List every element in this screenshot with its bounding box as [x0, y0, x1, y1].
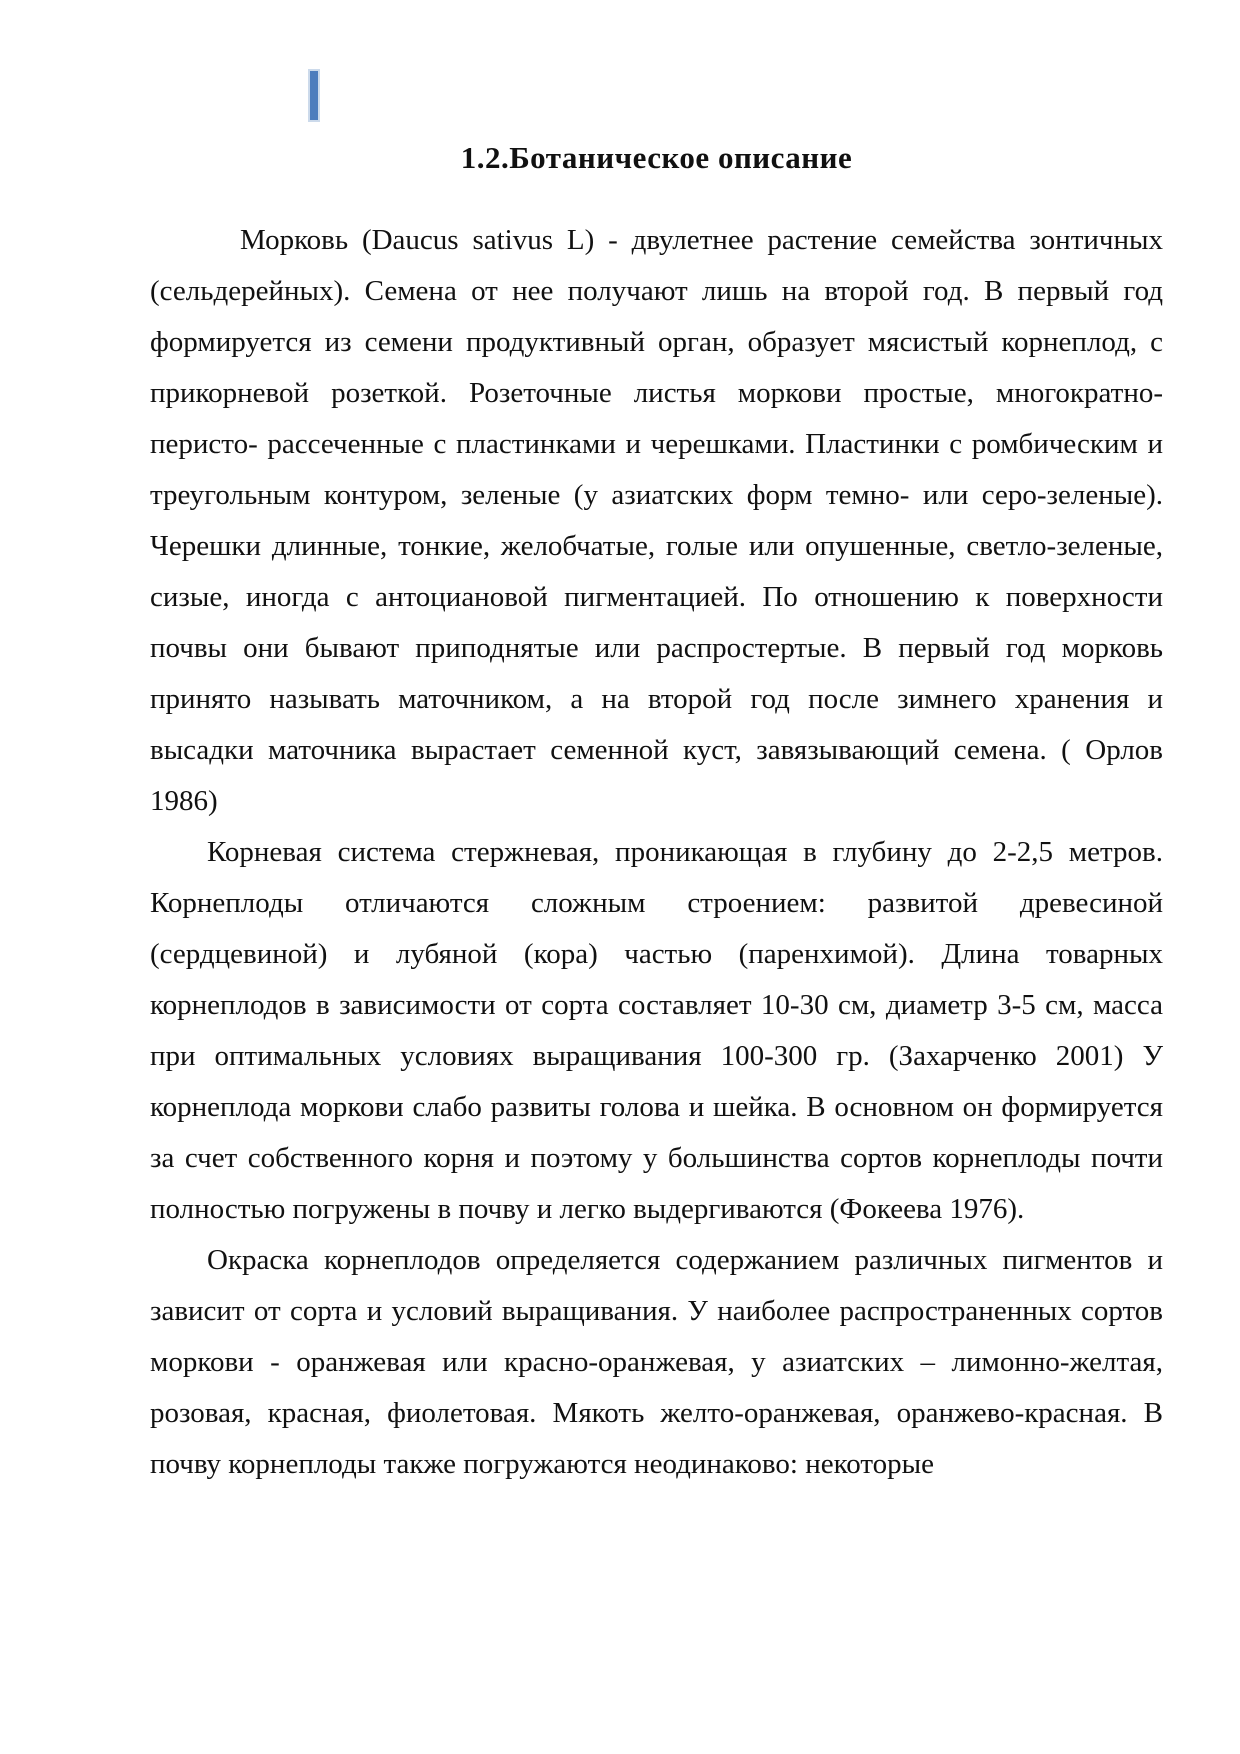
body-paragraph-2: Корневая система стержневая, проникающая в глубину до 2-2,5 метров. Корнеплоды отличаются сложным строением: развитой древесиной (сердцевиной) и лубяной (кора) частью (паренхимой). Длина товарных корнеплодов в зависимости от сорта составляет 10-30 см, диаметр 3-5 см, масса при оптимальных условиях выращивания 100-300 гр. (Захарченко 2001) У корнеплода моркови слабо развиты голова и шейка. В основном он формируется за счет собственного корня и поэтому у большинства сортов корнеплоды почти полностью погружены в почву и легко выдергиваются (Фокеева 1976).	[150, 836, 1163, 1225]
section-title: 1.2.Ботаническое описание	[460, 140, 853, 175]
body-paragraph-3: Окраска корнеплодов определяется содержанием различных пигментов и зависит от сорта и условий выращивания. У наиболее распространенных сортов моркови - оранжевая или красно-оранжевая, у азиатских – лимонно-желтая, розовая, красная, фиолетовая. Мякоть желто-оранжевая, оранжево-красная. В почву корнеплоды также погружаются неодинаково: некоторые	[150, 1244, 1163, 1480]
document-content	[150, 0, 1163, 1490]
body-paragraph-1: Морковь (Daucus sativus L) - двулетнее растение семейства зонтичных (сельдерейных). Семена от нее получают лишь на второй год. В первый год формируется из семени продуктивный орган, образует мясистый корнеплод, с прикорневой розеткой. Розеточные листья моркови простые, многократно- перисто- рассеченные с пластинками и черешками. Пластинки с ромбическим и треугольным контуром, зеленые (у азиатских форм темно- или серо-зеленые). Черешки длинные, тонкие, желобчатые, голые или опушенные, светло-зеленые, сизые, иногда с антоциановой пигментацией. По отношению к поверхности почвы они бывают приподнятые или распростертые. В первый год морковь принято называть маточником, а на второй год после зимнего хранения и высадки маточника вырастает семенной куст, завязывающий семена. ( Орлов 1986)	[150, 224, 1163, 817]
